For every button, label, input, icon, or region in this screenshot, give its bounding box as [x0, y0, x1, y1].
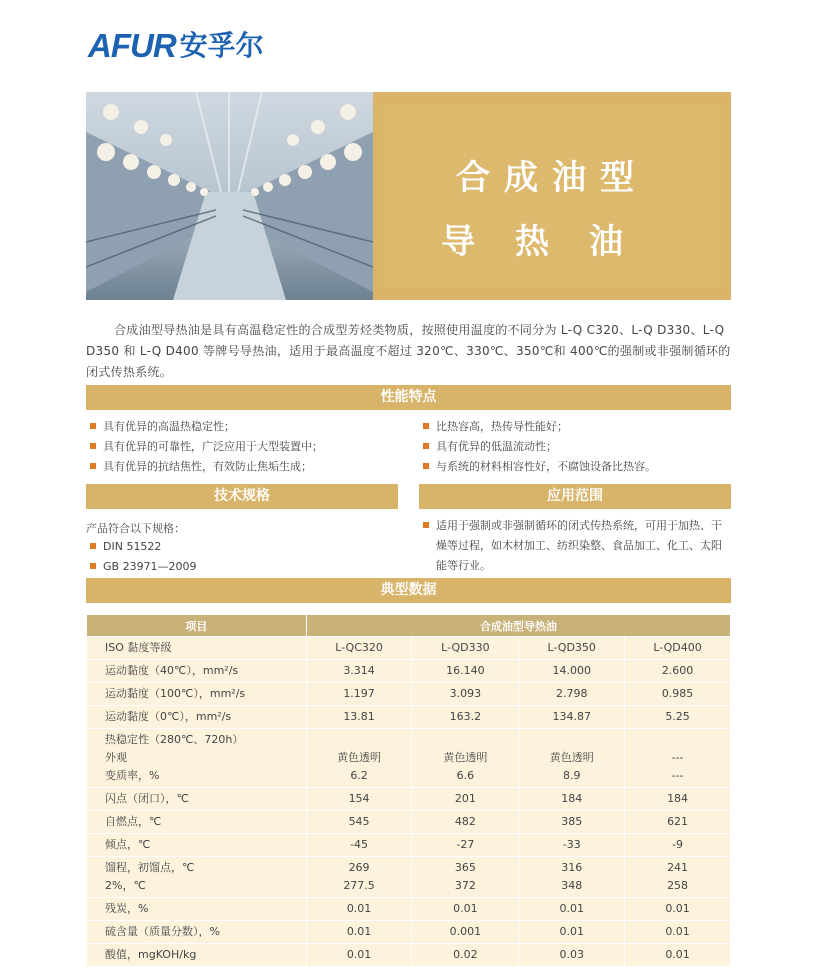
value-line: 3.314	[343, 664, 375, 677]
value-cell	[625, 706, 731, 729]
value-line: ---	[671, 769, 684, 782]
value-cell	[519, 898, 625, 921]
value-cell	[625, 944, 731, 967]
value-line: 黄色透明	[337, 751, 382, 764]
value-cell	[625, 683, 731, 706]
value-cell	[306, 944, 412, 967]
hero-title-line1: 合成油型	[456, 158, 648, 198]
row-label	[87, 788, 307, 811]
row-label	[87, 729, 307, 788]
value-line: 621	[667, 815, 689, 828]
value-line: 269	[348, 861, 370, 874]
feature-item: 具有优异的可靠性，广泛应用于大型装置中；	[86, 437, 406, 457]
value-cell	[519, 729, 625, 788]
value-cell	[306, 811, 412, 834]
row-label-line: 硫含量（质量分数），%	[105, 925, 220, 938]
value-line: ---	[671, 751, 684, 764]
table-header-row	[87, 615, 731, 637]
row-label-line: 2%，℃	[105, 879, 146, 892]
value-cell	[306, 706, 412, 729]
value-cell	[306, 637, 412, 660]
cell-spacer	[625, 731, 730, 749]
value-cell	[306, 660, 412, 683]
value-cell	[519, 706, 625, 729]
value-line: 134.87	[552, 710, 591, 723]
row-label-line: 自燃点，℃	[105, 815, 162, 828]
row-label	[87, 683, 307, 706]
value-line: 0.01	[665, 948, 690, 961]
value-line: 0.01	[559, 902, 584, 915]
row-label	[87, 706, 307, 729]
hero-title-wrapper	[373, 0, 731, 300]
intro-paragraph: 合成油型导热油是具有高温稳定性的合成型芳烃类物质，按照使用温度的不同分为 L-Q C320、L-Q D330、L-Q D350 和 L-Q D400 等牌号导热油，适用于最高温度不超过 320℃、330℃、350℃和 400℃的强制或非强制循环的闭式传热系统。	[86, 323, 731, 379]
features-header: 性能特点	[86, 385, 731, 410]
value-line: 0.01	[346, 925, 372, 938]
table-row	[87, 660, 731, 683]
row-label	[87, 637, 307, 660]
value-line: 0.03	[559, 948, 584, 961]
value-line: 14.000	[552, 664, 591, 677]
value-cell	[306, 683, 412, 706]
value-cell	[412, 683, 519, 706]
table-row	[87, 834, 731, 857]
value-line: -45	[350, 838, 369, 851]
value-line: 385	[561, 815, 583, 828]
value-cell	[306, 834, 412, 857]
row-label-line: 馏程，初馏点，℃	[105, 861, 195, 874]
textile-mill-image	[86, 92, 373, 300]
value-cell	[519, 944, 625, 967]
features-list-right	[419, 417, 731, 477]
value-cell	[519, 788, 625, 811]
value-line: 3.093	[449, 687, 482, 700]
value-line: 201	[454, 792, 476, 805]
value-cell	[306, 729, 412, 788]
row-label-line: 运动黏度（0℃），mm²/s	[105, 710, 232, 723]
value-cell	[625, 729, 731, 788]
value-cell	[625, 637, 731, 660]
value-cell	[625, 811, 731, 834]
feature-item: 与系统的材料相容性好，不腐蚀设备比热容。	[419, 457, 731, 477]
cell-spacer	[519, 731, 624, 749]
row-label-line: 运动黏度（40℃），mm²/s	[105, 664, 239, 677]
hero-title-line2: 导热油	[441, 222, 663, 262]
value-line: -33	[562, 838, 581, 851]
value-cell	[412, 729, 519, 788]
table-row	[87, 944, 731, 967]
specs-header: 技术规格	[86, 484, 398, 509]
table-row	[87, 706, 731, 729]
value-line: 365	[454, 861, 476, 874]
value-cell	[625, 834, 731, 857]
row-label-line: 闪点（闭口），℃	[105, 792, 189, 805]
value-line: 0.01	[559, 925, 584, 938]
value-cell	[412, 944, 519, 967]
logo-chinese-text: 安孚尔	[179, 29, 264, 62]
row-label-line: 倾点，℃	[105, 838, 151, 851]
value-line: 545	[348, 815, 370, 828]
value-cell	[625, 788, 731, 811]
spec-item: DIN 51522	[86, 537, 398, 557]
row-label	[87, 921, 307, 944]
value-line: 482	[454, 815, 476, 828]
value-line: 0.01	[665, 902, 690, 915]
value-line: L-QC320	[335, 641, 383, 654]
value-cell	[412, 834, 519, 857]
features-list-left	[86, 417, 406, 477]
row-label-line: 运动黏度（100℃），mm²/s	[105, 687, 246, 700]
value-cell	[625, 857, 731, 898]
feature-item: 比热容高，热传导性能好；	[419, 417, 731, 437]
value-line: 0.01	[346, 948, 372, 961]
row-label-line: 酸值，mgKOH/kg	[105, 948, 197, 961]
feature-item: 具有优异的低温流动性；	[419, 437, 731, 457]
brand-logo	[88, 28, 264, 64]
value-line: 黄色透明	[443, 751, 488, 764]
value-line: 184	[667, 792, 689, 805]
logo-latin-text: AFUR	[88, 27, 176, 64]
typical-data-header: 典型数据	[86, 578, 731, 603]
value-line: -9	[672, 838, 684, 851]
value-cell	[519, 857, 625, 898]
value-line: 154	[348, 792, 370, 805]
value-cell	[519, 811, 625, 834]
table-row	[87, 811, 731, 834]
row-label-line: 热稳定性（280℃、720h）	[105, 733, 244, 746]
value-cell	[306, 898, 412, 921]
feature-item: 具有优异的高温热稳定性；	[86, 417, 406, 437]
row-label-line: 外观	[105, 751, 127, 764]
value-line: 13.81	[343, 710, 375, 723]
value-line: L-QD400	[653, 641, 702, 654]
row-label	[87, 834, 307, 857]
value-cell	[412, 788, 519, 811]
value-cell	[519, 834, 625, 857]
value-line: 黄色透明	[549, 751, 594, 764]
application-item: 适用于强制或非强制循环的闭式传热系统，可用于加热、干燥等过程，如木材加工、纺织染整、食品加工、化工、太阳能等行业。	[419, 516, 731, 576]
value-line: 2.600	[661, 664, 694, 677]
value-line: 0.985	[661, 687, 694, 700]
table-row	[87, 729, 731, 788]
value-line: 16.140	[446, 664, 485, 677]
value-cell	[412, 898, 519, 921]
value-cell	[519, 683, 625, 706]
value-cell	[625, 660, 731, 683]
value-cell	[412, 811, 519, 834]
row-label	[87, 944, 307, 967]
value-line: 277.5	[343, 879, 375, 892]
row-label	[87, 898, 307, 921]
value-line: L-QD350	[547, 641, 596, 654]
value-cell	[412, 857, 519, 898]
application-list	[419, 516, 731, 576]
hero-photo	[86, 92, 373, 300]
value-line: 0.01	[665, 925, 690, 938]
cell-spacer	[412, 731, 518, 749]
row-label	[87, 857, 307, 898]
table-row	[87, 857, 731, 898]
table-row	[87, 683, 731, 706]
value-line: 5.25	[665, 710, 690, 723]
value-cell	[306, 788, 412, 811]
value-line: 8.9	[562, 769, 581, 782]
row-label-line: 变质率，%	[105, 769, 160, 782]
table-row	[87, 921, 731, 944]
value-line: 184	[561, 792, 583, 805]
feature-item: 具有优异的抗结焦性，有效防止焦垢生成；	[86, 457, 406, 477]
value-line: 0.02	[453, 948, 478, 961]
value-cell	[519, 637, 625, 660]
value-line: 6.2	[350, 769, 368, 782]
value-line: 1.197	[343, 687, 375, 700]
header-item: 项目	[87, 615, 307, 637]
row-label-line: ISO 黏度等级	[105, 641, 172, 654]
value-cell	[519, 921, 625, 944]
value-cell	[306, 921, 412, 944]
table-row	[87, 637, 731, 660]
value-line: -27	[456, 838, 475, 851]
specs-label: 产品符合以下规格：	[86, 522, 185, 535]
value-line: 0.01	[346, 902, 372, 915]
value-line: 0.01	[453, 902, 478, 915]
value-line: 241	[667, 861, 689, 874]
value-line: 163.2	[449, 710, 482, 723]
value-line: 372	[454, 879, 476, 892]
table-row	[87, 788, 731, 811]
value-cell	[625, 898, 731, 921]
specs-list	[86, 537, 398, 577]
cell-spacer	[307, 731, 412, 749]
value-cell	[412, 660, 519, 683]
value-cell	[625, 921, 731, 944]
value-line: L-QD330	[441, 641, 490, 654]
value-cell	[306, 857, 412, 898]
value-line: 6.6	[456, 769, 475, 782]
row-label-line: 残炭，%	[105, 902, 149, 915]
typical-data-table	[86, 614, 731, 967]
value-line: 2.798	[555, 687, 588, 700]
row-label	[87, 660, 307, 683]
value-cell	[412, 706, 519, 729]
value-line: 316	[561, 861, 583, 874]
value-line: 258	[667, 879, 689, 892]
header-product: 合成油型导热油	[306, 615, 730, 637]
row-label	[87, 811, 307, 834]
value-line: 348	[561, 879, 583, 892]
table-row	[87, 898, 731, 921]
value-cell	[412, 921, 519, 944]
value-cell	[519, 660, 625, 683]
value-line: 0.001	[449, 925, 482, 938]
application-header: 应用范围	[419, 484, 731, 509]
value-cell	[412, 637, 519, 660]
spec-item: GB 23971—2009	[86, 557, 398, 577]
